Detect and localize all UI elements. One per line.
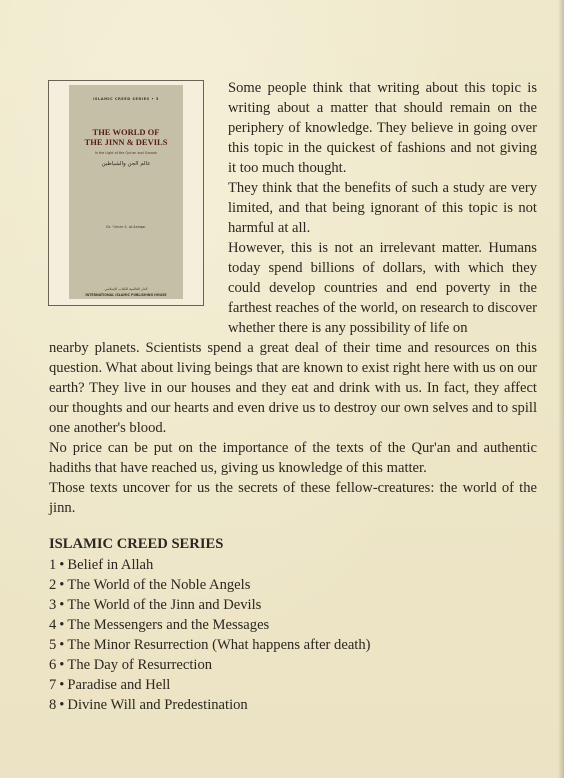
series-item [49,635,371,655]
cover-title-line1: THE WORLD OF [92,127,160,137]
paragraph-5: Those texts uncover for us the secrets of these fellow-creatures: the world of the jinn. [49,480,537,516]
series-item [49,595,371,615]
cover-subtitle: In the Light of the Qur'an and Sunnah [94,151,158,155]
bullet-icon: • [59,597,65,613]
cover-publisher-arabic: الدار العالمية للكتاب الإسلامي [104,287,148,291]
series-item-number: 6 [49,657,57,673]
series-item-number: 8 [49,697,57,713]
cover-panel [69,85,183,299]
cover-author: Dr. 'Umar S. al-Ashqar [106,225,146,229]
series-item-title: Belief in Allah [67,557,154,573]
cover-publisher: INTERNATIONAL ISLAMIC PUBLISHING HOUSE [85,293,167,297]
series-item-title: The Messengers and the Messages [67,617,270,633]
series-item-number: 1 [49,557,57,573]
series-item-number: 5 [49,637,57,653]
bullet-icon: • [59,557,65,573]
series-item-title: The World of the Jinn and Devils [67,597,262,613]
cover-arabic-title: عالم الجن والشياطين [101,161,151,167]
series-list [49,555,371,715]
bullet-icon: • [59,577,65,593]
paragraph-3-start: However, this is not an irrelevant matter. Humans today spend billions of dollars, with which they could develop countries and end poverty in the farthest reaches of the world, on research to discover whether there is any possibility of life on [228,240,537,336]
series-item-number: 3 [49,597,57,613]
paragraph-1: Some people think that writing about this topic is writing about a matter that should remain on the periphery of knowledge. They believe in going over this topic in the quickest of fashions and not giving it too much thought. [228,80,537,176]
series-item-title: Divine Will and Predestination [67,697,248,713]
series-item [49,655,371,675]
series-heading: ISLAMIC CREED SERIES [49,536,224,552]
bullet-icon: • [59,617,65,633]
series-item-number: 4 [49,617,57,633]
page-edge-shadow [558,0,564,778]
book-cover-thumbnail [48,80,204,306]
cover-series-label: ISLAMIC CREED SERIES • 3 [93,97,159,101]
paragraph-4: No price can be put on the importance of the texts of the Qur'an and authentic hadiths that have reached us, giving us knowledge of this matter. [49,440,537,476]
series-item-title: The World of the Noble Angels [67,577,251,593]
series-item-number: 2 [49,577,57,593]
cover-title [69,127,183,147]
cover-title-line2: THE JINN & DEVILS [84,137,168,147]
series-item [49,675,371,695]
series-item [49,695,371,715]
bullet-icon: • [59,677,65,693]
series-item [49,555,371,575]
bullet-icon: • [59,657,65,673]
series-item-title: The Day of Resurrection [67,657,213,673]
series-item-number: 7 [49,677,57,693]
bullet-icon: • [59,697,65,713]
series-item [49,615,371,635]
paragraph-2: They think that the benefits of such a study are very limited, and that being ignorant of this topic is not harmful at all. [228,180,537,236]
bullet-icon: • [59,637,65,653]
series-item [49,575,371,595]
series-item-title: Paradise and Hell [67,677,171,693]
paragraph-3-continued: nearby planets. Scientists spend a great deal of their time and resources on this question. What about living beings that are known to exist right here with us on our earth? They live in our houses and they eat and drink with us. In fact, they affect our thoughts and our hearts and even drive us to destroy our own selves and to spill one another's blood. [49,340,537,436]
series-item-title: The Minor Resurrection (What happens after death) [67,637,371,653]
